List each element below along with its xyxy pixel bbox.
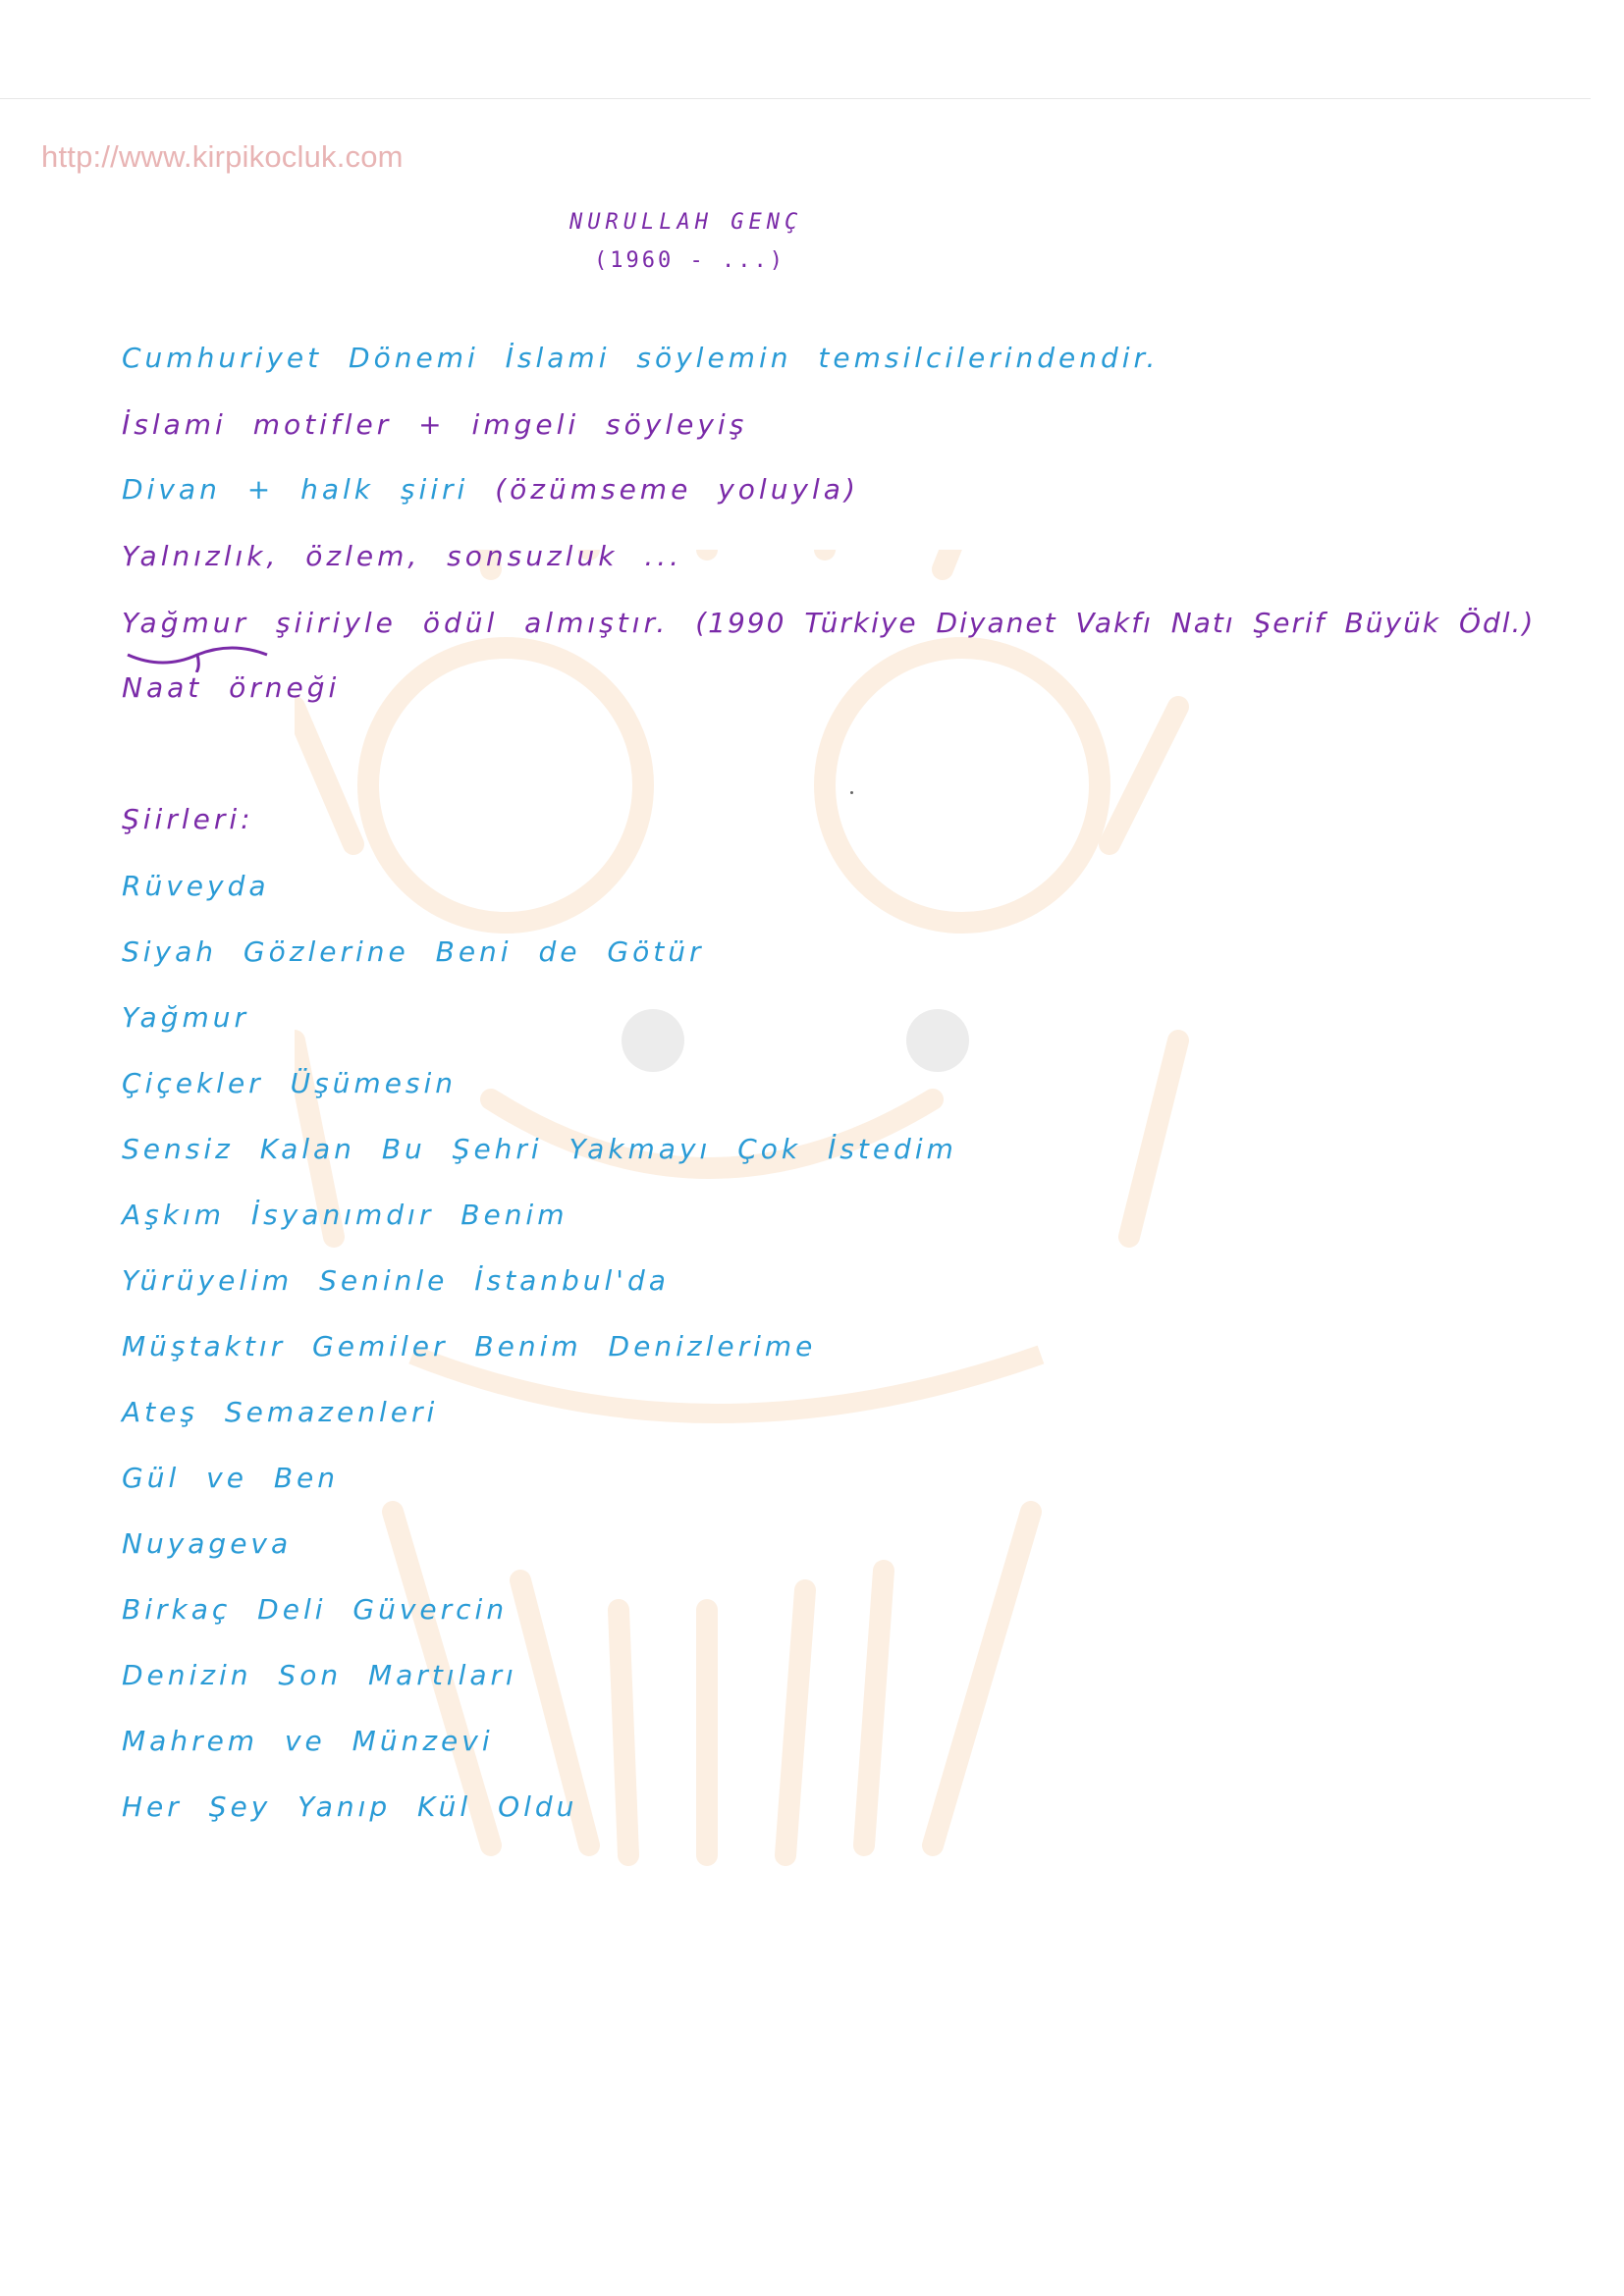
poem-item: Çiçekler Üşümesin <box>122 1067 458 1099</box>
poem-item: Mahrem ve Münzevi <box>122 1725 494 1757</box>
page-top-rule <box>0 98 1591 99</box>
poem-item: Her Şey Yanıp Kül Oldu <box>122 1790 578 1823</box>
poem-item: Siyah Gözlerine Beni de Götür <box>122 935 705 968</box>
poem-item: Yağmur <box>122 1001 249 1034</box>
underline-swirl <box>124 643 271 672</box>
note-line-5-main: Yağmur şiiriyle ödül almıştır. <box>122 607 670 639</box>
note-line-2: İslami motifler + imgeli söyleyiş <box>122 408 748 441</box>
note-line-5-award: (1990 Türkiye Diyanet Vakfı Natı Şerif Büyük Ödl.) <box>695 607 1536 639</box>
poem-item: Birkaç Deli Güvercin <box>122 1593 509 1626</box>
note-line-3-paren: (özümseme yoluyla) <box>495 473 859 506</box>
note-line-6: Naat örneği <box>122 671 341 704</box>
author-name: NURULLAH GENÇ <box>569 210 803 235</box>
author-years: (1960 - ...) <box>594 248 785 273</box>
hedgehog-watermark-logo <box>295 550 1453 1924</box>
poem-item: Ateş Semazenleri <box>122 1396 439 1428</box>
poem-item: Gül ve Ben <box>122 1462 340 1494</box>
poem-item: Sensiz Kalan Bu Şehri Yakmayı Çok İstedim <box>122 1133 957 1165</box>
poem-item: Denizin Son Martıları <box>122 1659 517 1691</box>
poem-item: Müştaktır Gemiler Benim Denizlerime <box>122 1330 817 1362</box>
stray-dot <box>850 791 853 794</box>
poem-item: Rüveyda <box>122 870 270 902</box>
poem-item: Aşkım İsyanımdır Benim <box>122 1199 568 1231</box>
note-line-3 <box>122 473 859 506</box>
note-line-1: Cumhuriyet Dönemi İslami söylemin temsilcilerindendir. <box>122 342 1160 374</box>
poem-item: Nuyageva <box>122 1527 293 1560</box>
note-line-5 <box>122 607 1535 639</box>
poems-heading: Şiirleri: <box>122 803 254 835</box>
note-line-4: Yalnızlık, özlem, sonsuzluk ... <box>122 540 683 572</box>
note-line-3-main: Divan + halk şiiri <box>122 473 469 506</box>
poem-item: Yürüyelim Seninle İstanbul'da <box>122 1264 670 1297</box>
source-url[interactable]: http://www.kirpikocluk.com <box>41 139 404 174</box>
